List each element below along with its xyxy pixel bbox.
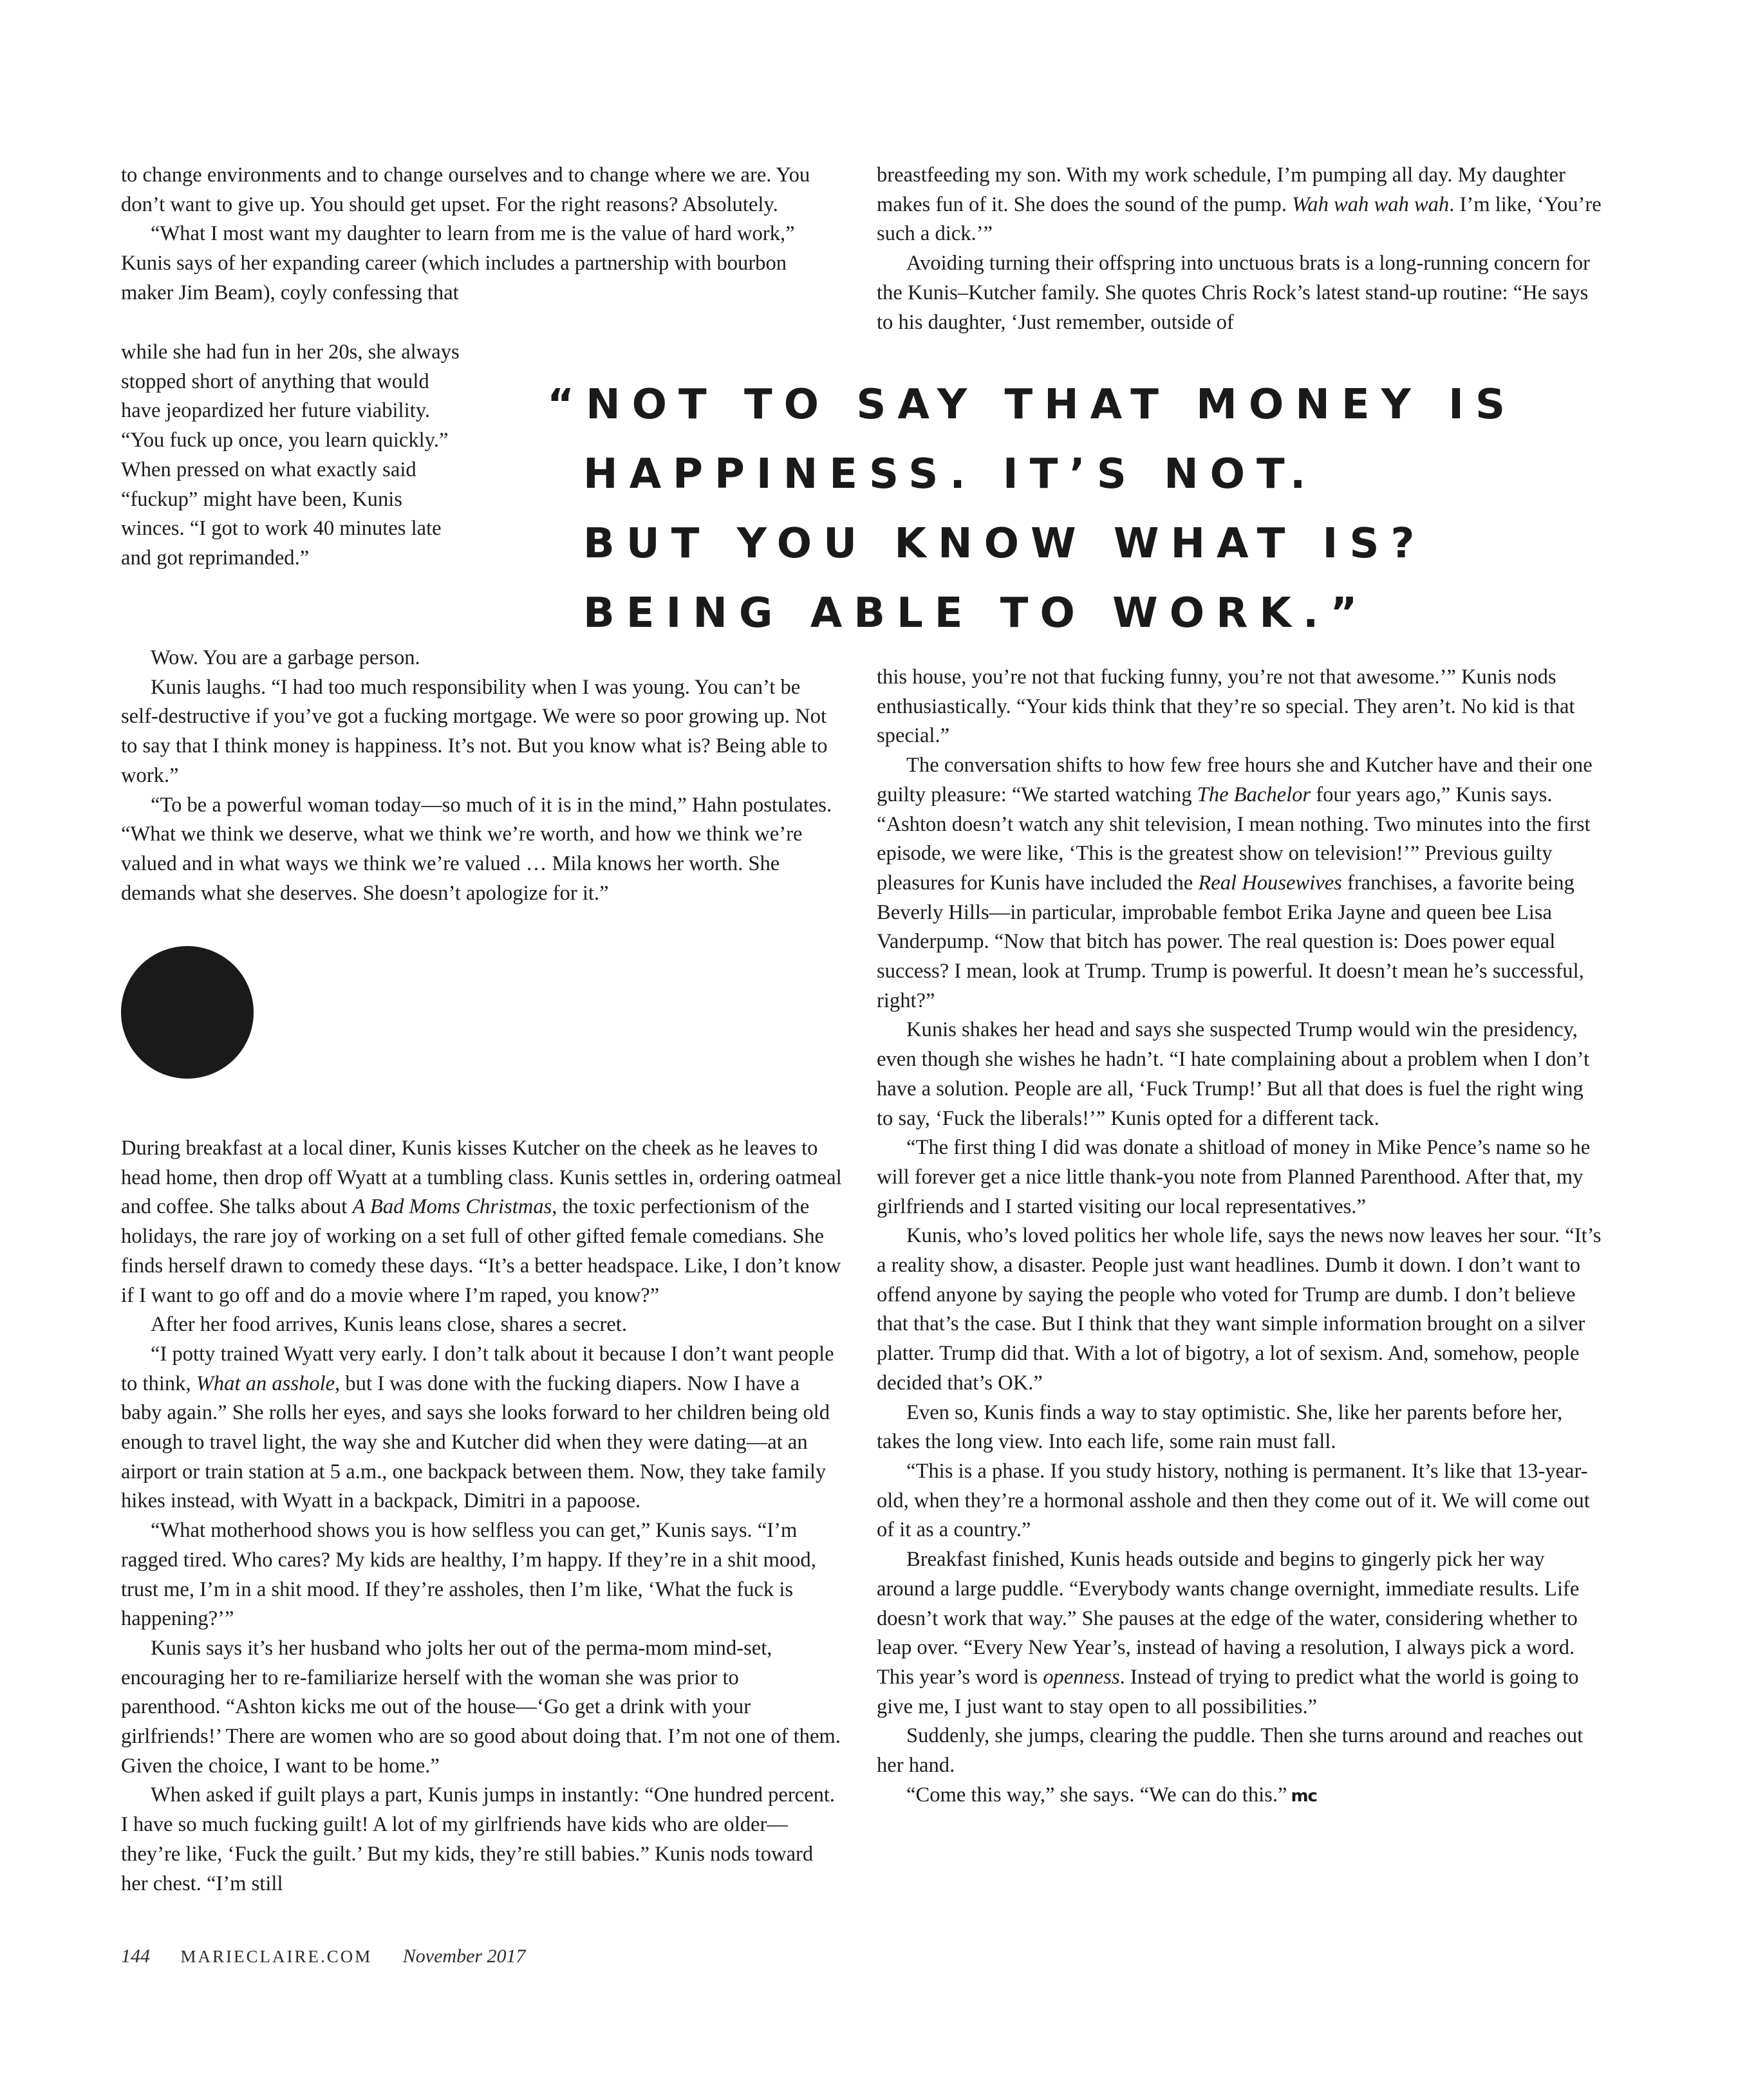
paragraph [877, 1781, 1604, 1812]
paragraph: “To be a powerful woman today—so much of it is in the mind,” Hahn postulates. “What we think we deserve, what we think we’re worth, and how we think we’re valued and in what ways we think we’re valued … Mila knows her worth. She demands what she deserves. She doesn’t apologize for it.” [121, 793, 832, 905]
paragraph: Wow. You are a garbage person. [151, 646, 420, 669]
text-run: franchises, a favorite being Beverly Hills—in particular, improbable fembot Erika Jayne and queen bee Lisa Vanderpump. “Now that bitch has power. The real question is: Does power equal success? I mean, look at Trump. Trump is powerful. It doesn’t mean he’s successful, right?” [877, 871, 1584, 1012]
text-run: “Come this way,” she says. “We can do this.” [906, 1783, 1287, 1807]
paragraph [121, 1340, 842, 1516]
text-run: four years ago,” Kunis says. “Ashton doesn’t watch any shit television, I mean nothing. Two minutes into the first episode, we were like, ‘This is the greatest show on television!’” Previous guilty pleasures for Kunis have included the [877, 783, 1591, 895]
italic-title: The Bachelor [1197, 783, 1311, 806]
article-column-left-middle [121, 644, 842, 908]
paragraph: After her food arrives, Kunis leans close, shares a secret. [151, 1313, 627, 1337]
paragraph [877, 161, 1604, 249]
text-run: Breakfast finished, Kunis heads outside and begins to gingerly pick her way around a large puddle. “Everybody wants change overnight, immediate results. Life doesn’t work that way.” She pauses at the edge of the water, considering whether to leap over. “Every New Year’s, instead of having a resolution, I always pick a word. This year’s word is [877, 1548, 1580, 1689]
paragraph: “This is a phase. If you study history, nothing is permanent. It’s like that 13-year-old, when they’re a hormonal asshole and then they come out of it. We will come out of it as a country.” [877, 1459, 1590, 1542]
text-run: . I’m like, ‘You’re such a dick.’” [877, 192, 1602, 246]
paragraph: Avoiding turning their offspring into unctuous brats is a long-running concern for the Kunis–Kutcher family. She quotes Chris Rock’s latest stand-up routine: “He says to his daughter, ‘Just remember, outside of [877, 252, 1590, 334]
issue-date: November 2017 [402, 1946, 526, 1967]
end-mark-logo: mc [1291, 1786, 1317, 1806]
italic-title: A Bad Moms Christmas [352, 1195, 552, 1219]
article-column-left-top [121, 161, 842, 308]
paragraph: to change environments and to change ourselves and to change where we are. You don’t want to give up. You should get upset. For the right reasons? Absolutely. [121, 163, 810, 216]
paragraph: this house, you’re not that fucking funny, you’re not that awesome.’” Kunis nods enthusiastically. “Your kids think that they’re so special. They aren’t. No kid is that special.” [877, 665, 1575, 748]
paragraph: Even so, Kunis finds a way to stay optimistic. She, like her parents before her, takes the long view. Into each life, some rain must fall. [877, 1400, 1563, 1454]
italic-phrase: What an asshole [196, 1371, 335, 1395]
paragraph [877, 751, 1604, 1016]
paragraph: Kunis says it’s her husband who jolts her out of the perma-mom mind-set, encouraging her to re-familiarize herself with the woman she was prior to parenthood. “Ashton kicks me out of the house—‘Go get a drink with your girlfriends!’ There are women who are so good about doing that. I’m not one of them. Given the choice, I want to be home.” [121, 1636, 841, 1778]
text-run: During breakfast at a local diner, Kunis kisses Kutcher on the cheek as he leaves to head home, then drop off Wyatt at a tumbling class. Kunis settles in, ordering oatmeal and coffee. She talks about [121, 1137, 842, 1219]
pull-quote-line: BEING ABLE TO WORK.” [583, 590, 1369, 637]
paragraph: “What motherhood shows you is how selfless you can get,” Kunis says. “I’m ragged tired. Who cares? My kids are healthy, I’m happy. If they’re in a shit mood, trust me, I’m in a shit mood. If they’re assholes, then I’m like, ‘What the fuck is happening?’” [121, 1519, 816, 1631]
text-run: The conversation shifts to how few free hours she and Kutcher have and their one guilty pleasure: “We started watching [877, 754, 1593, 806]
article-column-right-top [877, 161, 1604, 337]
paragraph: while she had fun in her 20s, she always stopped short of anything that would have jeopardized her future viability. “You fuck up once, you learn quickly.” When pressed on what exactly said “fuckup” might have been, Kunis winces. “I got to work 40 minutes late and got reprimanded.” [121, 340, 460, 570]
article-column-left-bottom [121, 1134, 842, 1899]
page-number: 144 [121, 1946, 150, 1967]
pull-quote-line: “NOT TO SAY THAT MONEY IS [547, 381, 1517, 429]
paragraph: Kunis laughs. “I had too much responsibility when I was young. You can’t be self-destructive if you’ve got a fucking mortgage. We were so poor growing up. Not to say that I think money is happiness. It’s not. But you know what is? Being able to work.” [121, 675, 828, 787]
paragraph: When asked if guilt plays a part, Kunis jumps in instantly: “One hundred percent. I have so much fucking guilt! A lot of my girlfriends have kids who are older—they’re like, ‘Fuck the guilt.’ But my kids, they’re still babies.” Kunis nods toward her chest. “I’m still [121, 1783, 836, 1895]
article-column-right-bottom [877, 663, 1604, 1811]
paragraph: “What I most want my daughter to learn from me is the value of hard work,” Kunis says of her expanding career (which includes a partnership with bourbon maker Jim Beam), coyly confessing that [121, 222, 795, 304]
paragraph: Suddenly, she jumps, clearing the puddle. Then she turns around and reaches out her hand. [877, 1724, 1584, 1778]
italic-title: Real Housewives [1198, 871, 1342, 895]
italic-word: openness [1043, 1665, 1120, 1689]
text-run: , the toxic perfectionism of the holidays, the rare joy of working on a set full of other gifted female comedians. She finds herself drawn to comedy these days. “It’s a better headspace. Like, I don’t know if I want to go off and do a movie where I’m raped, you know?” [121, 1195, 841, 1307]
paragraph [121, 1134, 842, 1310]
section-break-dot-icon [121, 946, 254, 1079]
text-run: , but I was done with the fucking diapers. Now I have a baby again.” She rolls her eyes, and says she looks forward to her children being old enough to travel light, the way she and Kutcher did when they were dating—at an airport or train station at 5 a.m., one backpack between them. Now, they take family hikes instead, with Wyatt in a backpack, Dimitri in a papoose. [121, 1371, 830, 1513]
article-wrap-text [121, 338, 469, 573]
text-run: breastfeeding my son. With my work schedule, I’m pumping all day. My daughter makes fun of it. She does the sound of the pump. [877, 163, 1565, 216]
paragraph: Kunis, who’s loved politics her whole life, says the news now leaves her sour. “It’s a reality show, a disaster. People just want headlines. Dumb it down. I don’t want to offend anyone by saying the people who voted for Trump are dumb. I don’t believe that that’s the case. But I think that they want simple information brought on a silver platter. Trump did that. With a lot of bigotry, a lot of sexism. And, somehow, people decided that’s OK.” [877, 1224, 1602, 1395]
italic-phrase: Wah wah wah wah [1292, 192, 1450, 216]
paragraph [877, 1545, 1604, 1722]
page-footer [121, 1946, 552, 1967]
pull-quote-line: HAPPINESS. IT’S NOT. [583, 451, 1318, 498]
paragraph: “The first thing I did was donate a shitload of money in Mike Pence’s name so he will forever get a nice little thank-you note from Planned Parenthood. After that, my girlfriends and I started visiting our local representatives.” [877, 1136, 1591, 1218]
text-run: . Instead of trying to predict what the world is going to give me, I just want to stay open to all possibilities.” [877, 1665, 1579, 1718]
text-run: “I potty trained Wyatt very early. I don’t talk about it because I don’t want people to think, [121, 1342, 834, 1395]
pull-quote [547, 370, 1517, 648]
paragraph: Kunis shakes her head and says she suspected Trump would win the presidency, even though she wishes he hadn’t. “I hate complaining about a problem when I don’t have a solution. People are all, ‘Fuck Trump!’ But all that does is fuel the right wing to say, ‘Fuck the liberals!’” Kunis opted for a different tack. [877, 1018, 1590, 1130]
site-name: MARIECLAIRE.COM [180, 1947, 373, 1966]
pull-quote-line: BUT YOU KNOW WHAT IS? [583, 520, 1426, 568]
